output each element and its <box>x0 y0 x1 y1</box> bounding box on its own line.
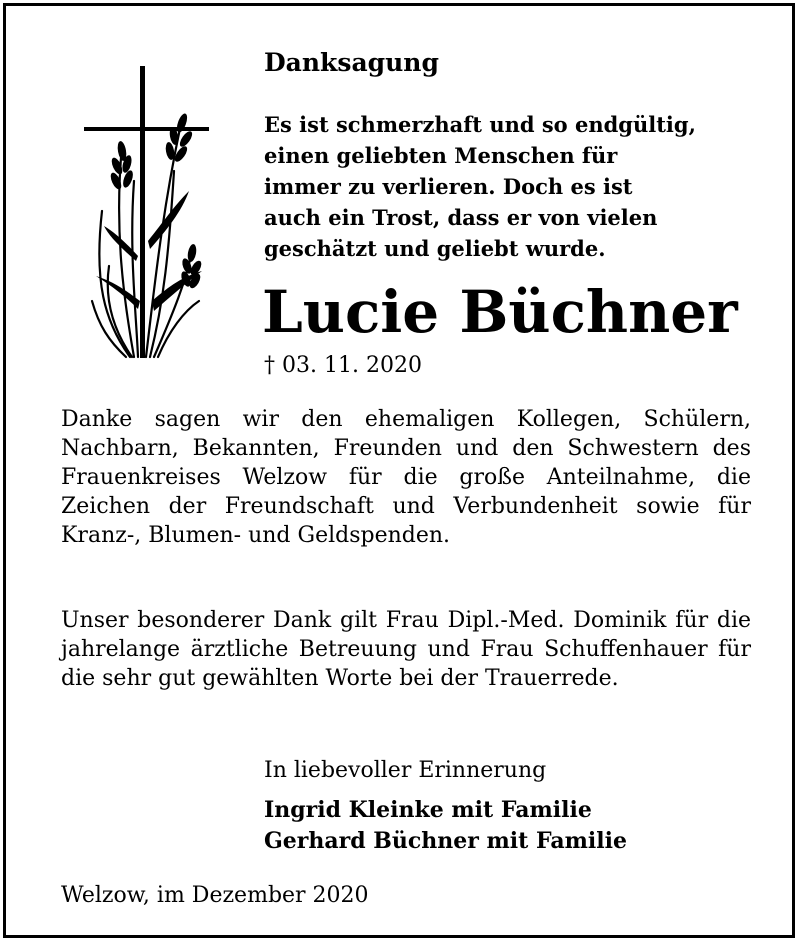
obituary-notice <box>3 3 795 938</box>
closing-line: In liebevoller Erinnerung <box>264 758 547 783</box>
intro-line: geschätzt und geliebt wurde. <box>264 236 606 261</box>
intro-line: Es ist schmerzhaft und so endgültig, <box>264 112 696 137</box>
signer: Gerhard Büchner mit Familie <box>264 828 627 854</box>
deceased-name: Lucie Büchner <box>262 278 738 346</box>
signer: Ingrid Kleinke mit Familie <box>264 797 592 823</box>
signers-list <box>264 795 627 857</box>
intro-line: einen geliebten Menschen für <box>264 143 618 168</box>
death-date: † 03. 11. 2020 <box>264 353 422 378</box>
intro-line: immer zu verlieren. Doch es ist <box>264 174 633 199</box>
special-thanks-paragraph: Unser besonderer Dank gilt Frau Dipl.-Med. Dominik für die jahrelange ärztliche Betreuung und Frau Schuffenhauer für die sehr gut gewählten Worte bei der Trauerrede. <box>61 608 751 691</box>
place-and-date: Welzow, im Dezember 2020 <box>61 883 369 908</box>
notice-heading: Danksagung <box>264 48 439 77</box>
thanks-paragraph: Danke sagen wir den ehemaligen Kollegen, Schülern, Nachbarn, Bekannten, Freunden und den Schwestern des Frauenkreises Welzow für die große Anteilnahme, die Zeichen der Freundschaft und Verbundenheit sowie für Kranz-, Blumen- und Geldspenden. <box>61 407 751 548</box>
cross-with-wheat-icon <box>74 61 224 361</box>
intro-text <box>264 109 784 264</box>
intro-line: auch ein Trost, dass er von vielen <box>264 205 658 230</box>
